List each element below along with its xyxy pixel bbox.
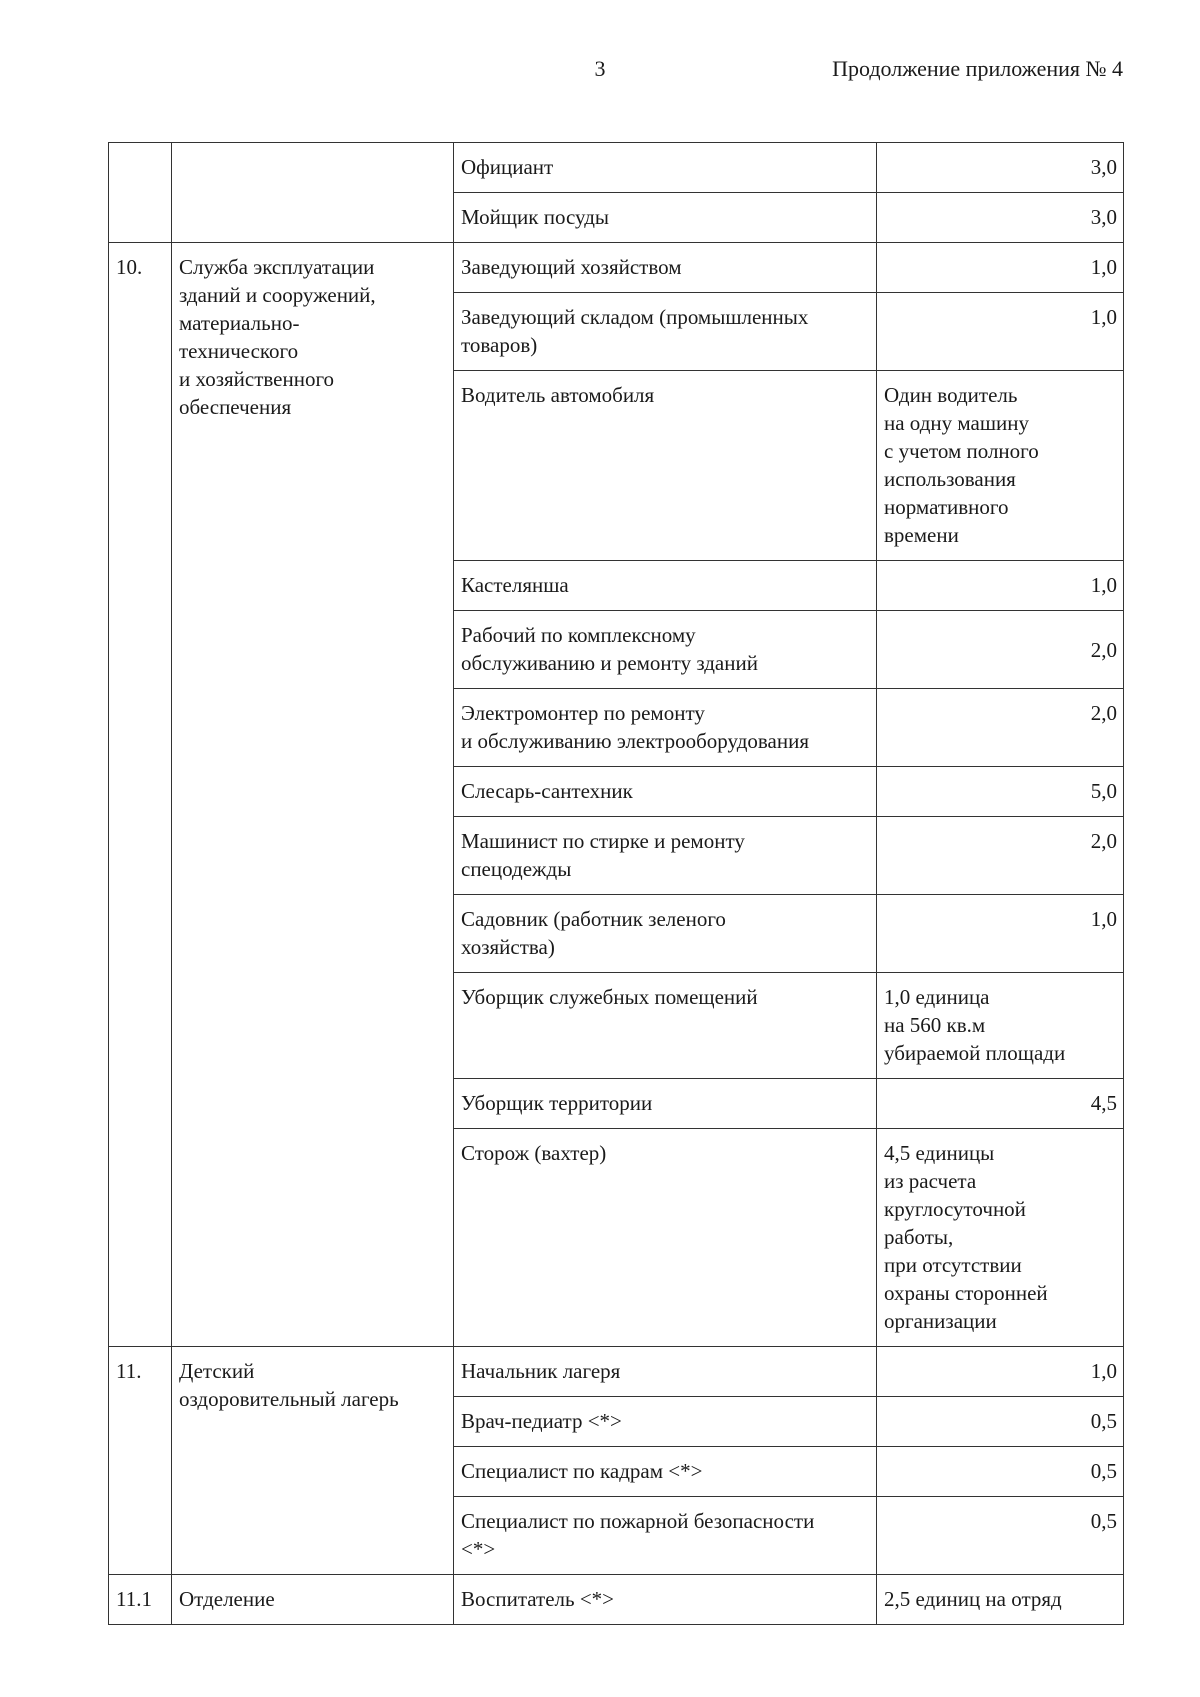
section-name-cell: Детский оздоровительный лагерь [172,1347,454,1575]
staff-units-cell: 2,5 единиц на отряд [877,1575,1124,1625]
staff-units-cell: 1,0 [877,1347,1124,1397]
position-cell: Уборщик служебных помещений [454,973,877,1079]
section-number-cell [109,143,172,243]
position-cell: Официант [454,143,877,193]
position-cell: Кастелянша [454,561,877,611]
position-cell: Специалист по пожарной безопасности <*> [454,1497,877,1575]
page-number: 3 [594,56,606,81]
position-cell: Садовник (работник зеленого хозяйства) [454,895,877,973]
position-cell: Сторож (вахтер) [454,1129,877,1347]
staff-units-cell: 1,0 [877,561,1124,611]
section-number-cell: 11.1 [109,1575,172,1625]
position-cell: Слесарь-сантехник [454,767,877,817]
table-row [109,143,1124,193]
table-row [109,1347,1124,1397]
staff-units-cell: 2,0 [877,689,1124,767]
position-cell: Мойщик посуды [454,193,877,243]
staff-units-cell: 4,5 единицы из расчета круглосуточной работы, при отсутствии охраны сторонней организации [877,1129,1124,1347]
position-cell: Воспитатель <*> [454,1575,877,1625]
staff-units-cell: 3,0 [877,193,1124,243]
staff-units-cell: 3,0 [877,143,1124,193]
position-cell: Начальник лагеря [454,1347,877,1397]
position-cell: Электромонтер по ремонту и обслуживанию электрооборудования [454,689,877,767]
position-cell: Заведующий складом (промышленных товаров) [454,293,877,371]
position-cell: Водитель автомобиля [454,371,877,561]
section-number-cell: 10. [109,243,172,1347]
staff-units-cell: 1,0 [877,243,1124,293]
staff-units-cell: 1,0 единица на 560 кв.м убираемой площади [877,973,1124,1079]
section-name-cell: Служба эксплуатации зданий и сооружений, материально- технического и хозяйственного обеспечения [172,243,454,1347]
section-number-cell: 11. [109,1347,172,1575]
staff-units-cell: 2,0 [877,611,1124,689]
position-cell: Врач-педиатр <*> [454,1397,877,1447]
table-row [109,1575,1124,1625]
position-cell: Машинист по стирке и ремонту спецодежды [454,817,877,895]
staff-units-cell: Один водитель на одну машину с учетом полного использования нормативного времени [877,371,1124,561]
staff-units-cell: 0,5 [877,1447,1124,1497]
section-name-cell: Отделение [172,1575,454,1625]
staff-units-cell: 1,0 [877,895,1124,973]
staff-units-cell: 4,5 [877,1079,1124,1129]
staff-units-cell: 5,0 [877,767,1124,817]
table-row [109,243,1124,293]
position-cell: Заведующий хозяйством [454,243,877,293]
staff-units-cell: 0,5 [877,1397,1124,1447]
position-cell: Специалист по кадрам <*> [454,1447,877,1497]
continuation-label: Продолжение приложения № 4 [832,56,1123,81]
section-name-cell [172,143,454,243]
staffing-table [108,142,1124,1625]
staff-units-cell: 0,5 [877,1497,1124,1575]
position-cell: Уборщик территории [454,1079,877,1129]
staff-units-cell: 2,0 [877,817,1124,895]
staff-units-cell: 1,0 [877,293,1124,371]
position-cell: Рабочий по комплексному обслуживанию и ремонту зданий [454,611,877,689]
